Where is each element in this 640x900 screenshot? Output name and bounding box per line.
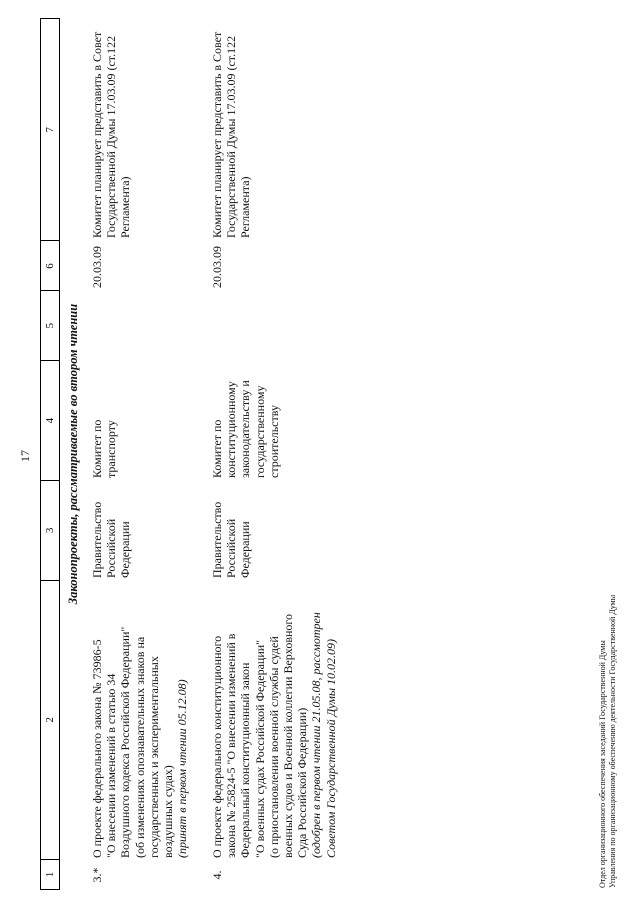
column-number-6: 6 (41, 240, 59, 290)
column-number-1: 1 (41, 859, 59, 889)
bill-line: Воздушного кодекса Российской Федерации" (118, 626, 133, 858)
bill-line: "О внесении изменений в статью 34 (104, 673, 119, 858)
bill-line: Федеральный конституционный закон (238, 662, 253, 858)
responsible-committee: Комитет по конституционному законодательству и государственному строительству (210, 380, 281, 478)
column-number-4: 4 (41, 360, 59, 480)
section-title: Законопроекты, рассматриваемые во втором чтении (66, 303, 80, 605)
bill-line: военных судов и Военной коллегии Верховного (281, 613, 296, 858)
page-number: 17 (18, 450, 32, 462)
column-header-row (40, 18, 60, 890)
column-5-value (90, 290, 189, 360)
column-number-3: 3 (41, 480, 59, 580)
bill-line: закона № 25824-5 "О внесении изменений в (224, 633, 239, 858)
footer-line-2: Управления по организационному обеспечению деятельности Государственной Думы (608, 594, 617, 888)
column-5-value (210, 290, 338, 360)
row-number: 4. (210, 870, 224, 880)
bill-line: (о приостановлении военной службы судей (266, 636, 281, 858)
reading-status-note: (принят в первом чтении 05.12.08) (175, 679, 190, 858)
column-number-5: 5 (41, 290, 59, 360)
bill-line: (об изменениях опознавательных знаков на (132, 636, 147, 858)
bill-description (210, 580, 338, 860)
bill-line: "О военных судах Российской Федерации" (252, 639, 267, 858)
bill-line: О проекте федерального закона № 73986-5 (90, 639, 104, 858)
bill-line: воздушных судах) (161, 765, 176, 858)
table-row (90, 18, 189, 890)
remark: Комитет планирует представить в Совет Государственной Думы 17.03.09 (ст.122 Регламента) (210, 31, 253, 238)
footer (598, 595, 618, 888)
footer-line-1: Отдел организационного обеспечения заседаний Государственной Думы (598, 640, 607, 888)
bill-description (90, 580, 189, 860)
column-number-2: 2 (41, 580, 59, 859)
bill-line: Суда Российской Федерации) (295, 707, 310, 858)
review-date: 20.03.09 (90, 246, 104, 288)
remark: Комитет планирует представить в Совет Государственной Думы 17.03.09 (ст.122 Регламента) (90, 31, 133, 238)
review-date: 20.03.09 (210, 246, 224, 288)
initiator: Правительство Российской Федерации (210, 501, 253, 578)
bill-line: государственных и экспериментальных (146, 656, 161, 858)
reading-status-note: (одобрен в первом чтении 21.05.08, рассмотрен Советом Государственной Думы 10.02.09) (309, 612, 338, 858)
table-row (210, 18, 338, 890)
responsible-committee: Комитет по транспорту (90, 419, 119, 478)
initiator: Правительство Российской Федерации (90, 501, 133, 578)
bill-line: О проекте федерального конституционного (210, 635, 224, 858)
row-number: 3.* (90, 867, 104, 883)
column-number-7: 7 (44, 127, 56, 133)
